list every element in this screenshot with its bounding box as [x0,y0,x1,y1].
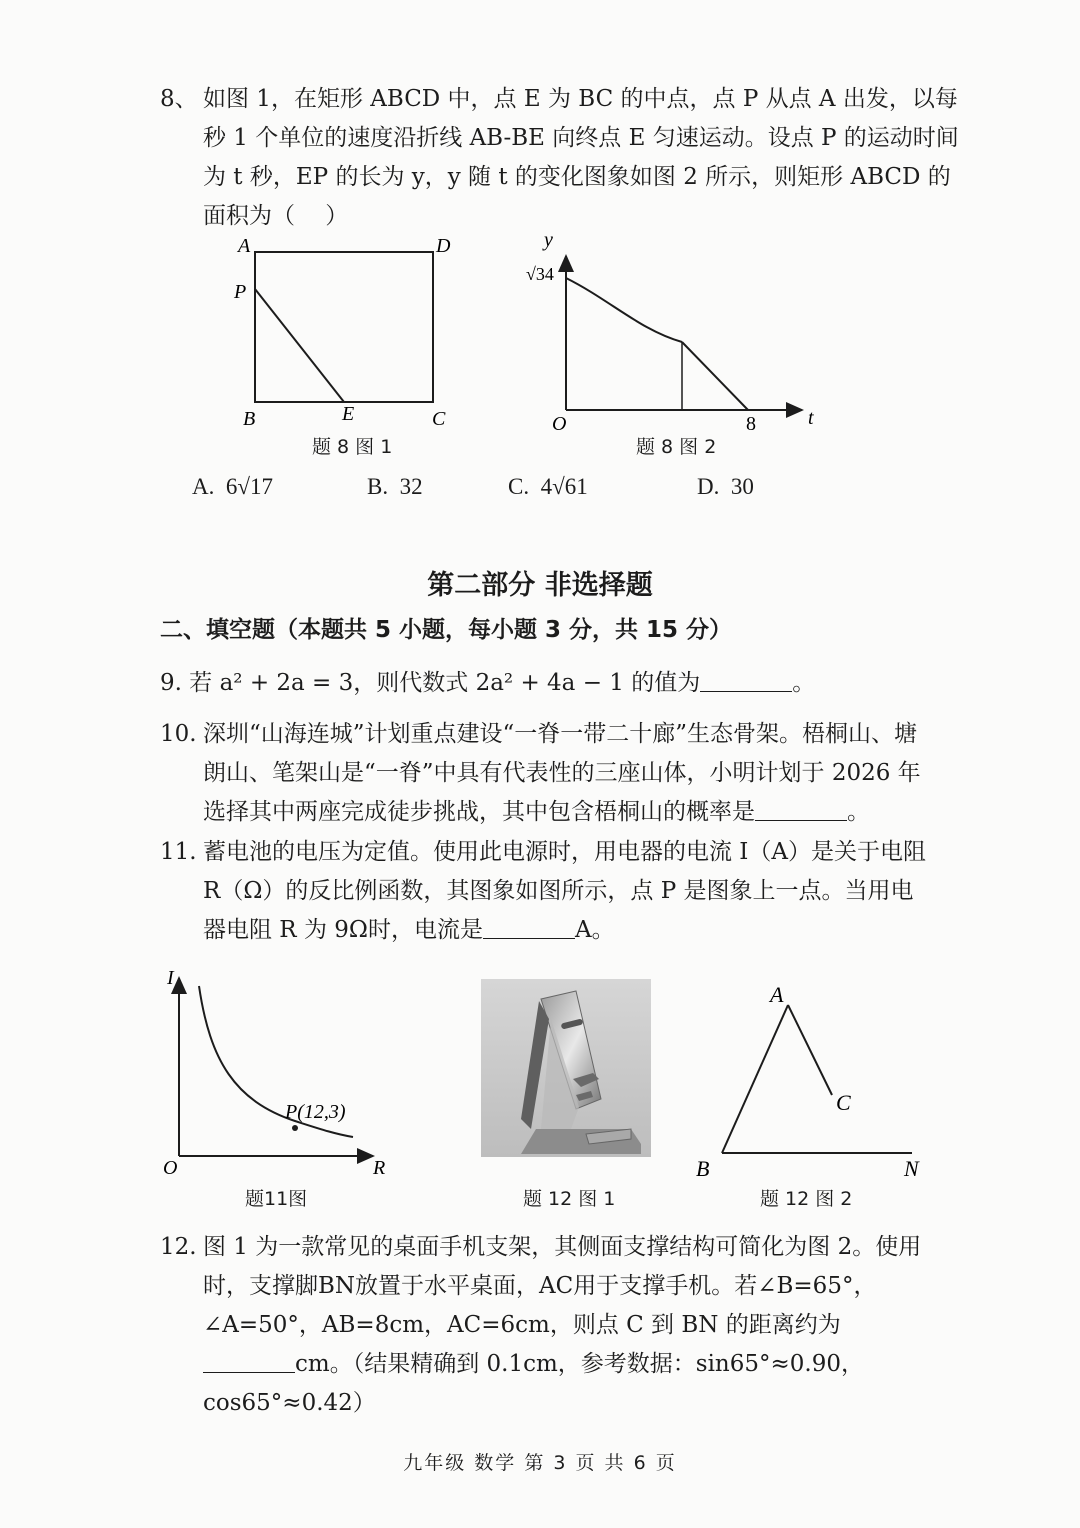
answer-blank[interactable] [203,1348,295,1373]
question-10: 10. 深圳“山海连城”计划重点建设“一脊一带二十廊”生态骨架。梧桐山、塘朗山、笔架山是“一脊”中具有代表性的三座山体，小明计划于 2026 年选择其中两座完成徒步挑战，其中包含梧桐山的概率是 。 [160,715,930,832]
label-P: P [234,281,247,303]
origin-label: O [163,1157,178,1179]
question-text: 深圳“山海连城”计划重点建设“一脊一带二十廊”生态骨架。梧桐山、塘朗山、笔架山是“一脊”中具有代表性的三座山体，小明计划于 2026 年选择其中两座完成徒步挑战，其中包含梧桐山的概率是 [203,721,921,825]
fig12-2-caption: 题 12 图 2 [760,1188,853,1210]
point-label: P(12,3) [285,1101,346,1123]
option-c[interactable]: C. 4√61 [508,474,588,499]
option-b[interactable]: B. 32 [367,474,423,499]
question-9: 9. 若 a² + 2a = 3，则代数式 2a² + 4a − 1 的值为 。 [160,664,930,703]
label-B: B [696,1156,710,1180]
label-B: B [243,408,256,430]
question-11: 11. 蓄电池的电压为定值。使用此电源时，用电器的电流 I（A）是关于电阻 R（Ω）的反比例函数，其图象如图所示，点 P 是图象上一点。当用电器电阻 R 为 9Ω时，电流是 A。 [160,833,930,950]
phone-stand-photo [481,979,651,1157]
point-p [292,1125,298,1131]
label-N: N [904,1156,919,1180]
figure-11 [155,966,395,1181]
y-start-label: √34 [526,264,554,284]
question-number: 8、 [160,86,198,112]
figure-8-1 [228,230,468,430]
question-text: 如图 1，在矩形 ABCD 中，点 E 为 BC 的中点，点 P 从点 A 出发，以每秒 1 个单位的速度沿折线 AB-BE 向终点 E 匀速运动。设点 P 的运动时间为 t 秒，EP 的长为 y，y 随 t 的变化图象如图 2 所示，则矩形 ABCD 的面积为（ ） [203,86,959,229]
fig8-2-caption: 题 8 图 2 [636,436,717,458]
axis-t-label: t [808,407,814,429]
question-8 [160,80,973,236]
answer-blank[interactable] [700,667,792,692]
option-d[interactable]: D. 30 [697,474,754,499]
curve-segment [566,278,682,342]
origin-label: O [552,413,567,435]
question-text: 图 1 为一款常见的桌面手机支架，其侧面支撑结构可简化为图 2。使用时，支撑脚BN放置于水平桌面，AC用于支撑手机。若∠B=65°，∠A=50°，AB=8cm，AC=6cm，则点 C 到 BN 的距离约为 [203,1234,922,1338]
section-title: 第二部分 非选择题 [427,570,653,601]
question-12: 12. 图 1 为一款常见的桌面手机支架，其侧面支撑结构可简化为图 2。使用时，支撑脚BN放置于水平桌面，AC用于支撑手机。若∠B=65°，∠A=50°，AB=8cm，AC=6cm，则点 C 到 BN 的距离约为cm。（结果精确到 0.1cm，参考数据：sin65°≈0.90，cos65°≈0.42） [160,1228,930,1423]
x-end-label: 8 [746,413,756,435]
axis-y-label: y [544,230,553,251]
question-number: 9. [160,670,182,696]
question-number: 12. [160,1234,197,1260]
figure-12-2 [690,980,940,1180]
question-number: 10. [160,721,197,747]
question-text: 若 a² + 2a = 3，则代数式 2a² + 4a − 1 的值为 [189,670,701,696]
page-footer: 九年级 数学 第 3 页 共 6 页 [403,1452,677,1474]
fig11-caption: 题11图 [245,1188,308,1210]
label-A: A [770,982,784,1007]
fig8-1-caption: 题 8 图 1 [312,436,393,458]
answer-blank[interactable] [755,796,847,821]
label-A: A [238,235,251,257]
sub-title: 二、填空题（本题共 5 小题，每小题 3 分，共 15 分） [160,617,733,643]
label-E: E [342,403,355,425]
question-text: 蓄电池的电压为定值。使用此电源时，用电器的电流 I（A）是关于电阻 R（Ω）的反比例函数，其图象如图所示，点 P 是图象上一点。当用电器电阻 R 为 9Ω时，电流是 [203,839,927,943]
label-D: D [436,235,451,257]
option-a[interactable]: A. 6√17 [192,474,273,499]
axis-i-label: I [167,967,174,989]
fig12-1-caption: 题 12 图 1 [523,1188,616,1210]
label-C: C [836,1090,851,1115]
question-number: 11. [160,839,197,865]
figure-8-2 [520,230,820,435]
answer-blank[interactable] [483,914,575,939]
axis-r-label: R [373,1157,386,1179]
line-segment [682,342,748,410]
label-C: C [432,408,446,430]
